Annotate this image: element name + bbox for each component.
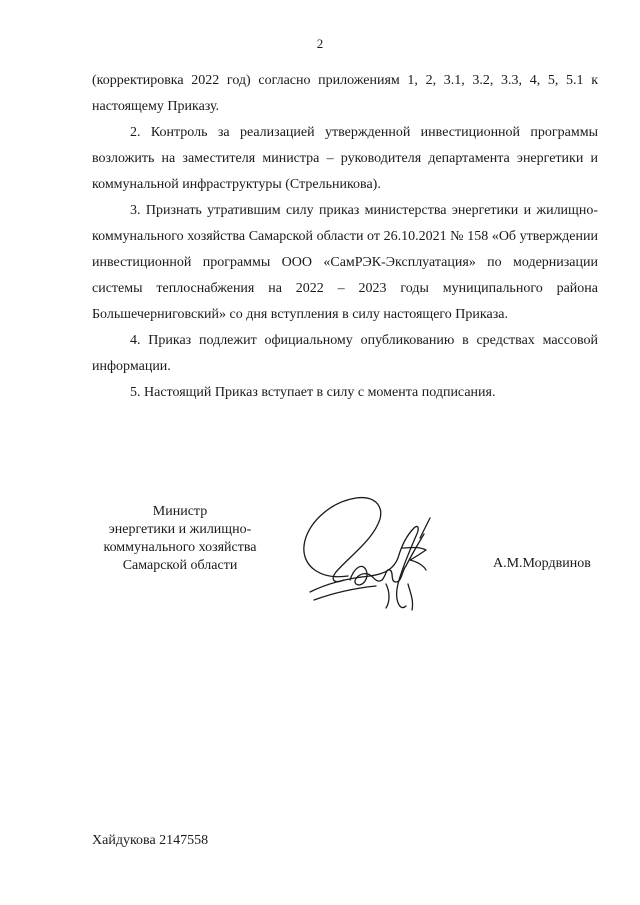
signatory-title-line: энергетики и жилищно- bbox=[108, 522, 252, 537]
signer-name: А.М.Мордвинов bbox=[493, 556, 591, 571]
signatory-title-line: Самарской области bbox=[122, 558, 238, 573]
document-body bbox=[92, 68, 598, 406]
executor-contact: Хайдукова 2147558 bbox=[92, 833, 209, 848]
paragraph-continuation: (корректировка 2022 год) согласно приложениям 1, 2, 3.1, 3.2, 3.3, 4, 5, 5.1 к настоящему Приказу. bbox=[92, 73, 598, 114]
paragraph-3: 3. Признать утратившим силу приказ министерства энергетики и жилищно-коммунального хозяйства Самарской области от 26.10.2021 № 158 «Об утверждении инвестиционной программы ООО «СамРЭК-Эксплуатация» по модернизации системы теплоснабжения на 2022 – 2023 годы муниципального района Большечерниговский» со дня вступления в силу настоящего Приказа. bbox=[92, 203, 598, 322]
paragraph-4: 4. Приказ подлежит официальному опубликованию в средствах массовой информации. bbox=[92, 333, 598, 374]
signatory-title bbox=[80, 503, 280, 575]
signatory-title-line: Министр bbox=[152, 504, 208, 519]
signatory-title-line: коммунального хозяйства bbox=[103, 540, 257, 555]
paragraph-5: 5. Настоящий Приказ вступает в силу с момента подписания. bbox=[130, 385, 496, 400]
paragraph-2: 2. Контроль за реализацией утвержденной инвестиционной программы возложить на заместителя министра – руководителя департамента энергетики и коммунальной инфраструктуры (Стрельникова). bbox=[92, 125, 598, 192]
page-number: 2 bbox=[316, 36, 324, 51]
handwritten-signature bbox=[290, 488, 450, 628]
